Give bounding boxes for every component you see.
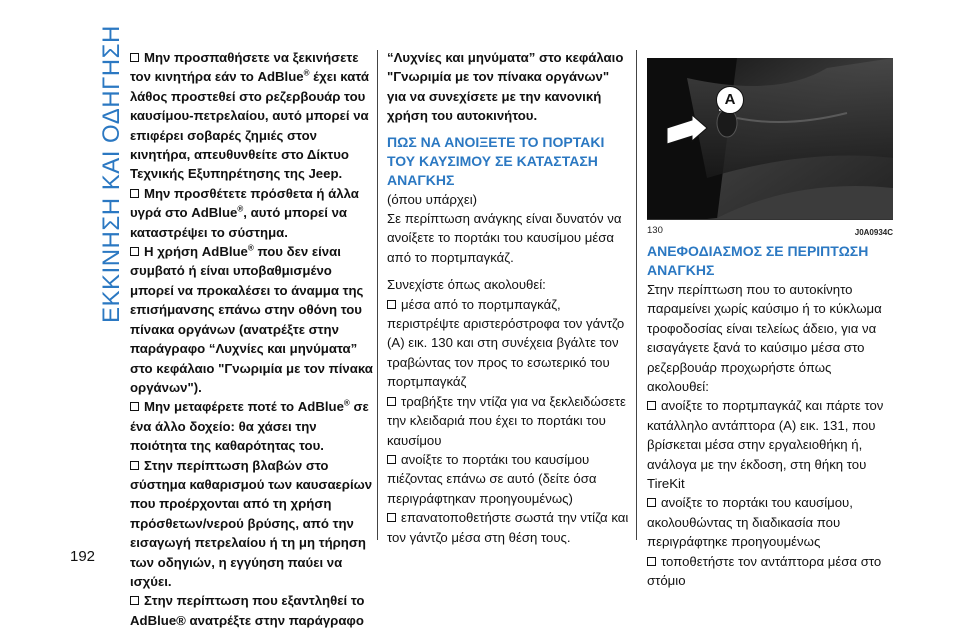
list-item xyxy=(647,396,893,493)
emergency-refuel-column xyxy=(647,58,893,591)
bullet-box-icon xyxy=(387,397,396,406)
list-item-text: ανοίξτε το πορτάκι του καυσίμου πιέζοντας επάνω σε αυτό (δείτε όσα περιγράφτηκαν προηγουμένως) xyxy=(387,451,597,506)
list-item xyxy=(387,295,631,392)
paragraph: Στην περίπτωση που το αυτοκίνητο παραμείνει χωρίς καύσιμο ή το κύκλωμα τροφοδοσίας είναι τελείως άδειο, για να εισαγάγετε ξανά το καύσιμο μέσα στο ρεζερβουάρ προχωρήστε όπως ακολουθεί: xyxy=(647,282,882,395)
warning-text-tail: έχει κατά λάθος προστεθεί στο ρεζερβουάρ του καυσίμου-πετρελαίου, αυτό μπορεί να επιφέρει σοβαρές ζημιές στον κινητήρα, απευθυνθείτε στο Δίκτυο Τεχνικής Εξυπηρέτησης της Jeep. xyxy=(130,69,369,182)
bullet-box-icon xyxy=(647,401,656,410)
warning-text-tail: σε ένα άλλο δοχείο: θα χάσει την ποιότητα της καθαρότητας του. xyxy=(130,399,369,454)
warning-item xyxy=(130,397,373,455)
warning-checkbox-icon xyxy=(130,596,139,605)
list-item-text: ανοίξτε το πορτμπαγκάζ και πάρτε τον κατάλληλο αντάπτορα (A) εικ. 131, που βρίσκεται μέσα στην εργαλειοθήκη ή, ανάλογα με την έκδοση, στη θήκη του TireKit xyxy=(647,398,884,492)
column-divider xyxy=(377,50,378,540)
list-item-text: επανατοποθετήστε σωστά την ντίζα και τον γάντζο μέσα στη θέση τους. xyxy=(387,510,629,545)
registered-mark: ® xyxy=(343,398,350,408)
warning-item xyxy=(130,48,373,184)
warning-text: Η χρήση AdBlue xyxy=(144,244,248,260)
bullet-box-icon xyxy=(647,557,656,566)
warning-text: Στην περίπτωση βλαβών στο σύστημα καθαρισμού των καυσαερίων που προέρχονται από τη χρήση πρόσθετων/νερού βρύσης, από την εισαγωγή πετρελαίου ή τη μη τήρηση των οδηγιών, η εγγύηση παύει να ισχύει. xyxy=(130,457,373,589)
warning-item xyxy=(130,242,373,397)
section-subheading: (όπου υπάρχει) xyxy=(387,191,478,207)
warning-text-tail: που δεν είναι συμβατό ή είναι υποβαθμισμένο μπορεί να προκαλέσει το άναμμα της επισήμανσης επάνω στην οθόνη του πίνακα οργάνων (ανατρέξτε στην παράγραφο “Λυχνίες και μηνύματα” στο κεφάλαιο "Γνωριμία με τον πίνακα οργάνων"). xyxy=(130,244,373,395)
figure-callout-label: A xyxy=(716,86,744,114)
registered-mark: ® xyxy=(247,243,254,253)
fuel-flap-column xyxy=(387,48,631,547)
figure-code: J0A0934C xyxy=(854,228,893,237)
continued-warning-text: “Λυχνίες και μηνύματα” στο κεφάλαιο "Γνωριμία με τον πίνακα οργάνων" για να συνεχίσετε με την κανονική χρήση του αυτοκινήτου. xyxy=(387,50,624,124)
warning-text: Μην προσθέτετε πρόσθετα ή άλλα υγρά στο AdBlue xyxy=(130,185,359,221)
registered-mark: ® xyxy=(237,204,244,214)
list-item-text: ανοίξτε το πορτάκι του καυσίμου, ακολουθώντας τη διαδικασία που περιγράφτηκε προηγουμένως xyxy=(647,495,853,550)
bullet-box-icon xyxy=(647,498,656,507)
warning-column xyxy=(130,48,373,630)
warning-text: Στην περίπτωση που εξαντληθεί το AdBlue® ανατρέξτε στην παράγραφο xyxy=(130,593,365,628)
warning-checkbox-icon xyxy=(130,461,139,470)
warning-checkbox-icon xyxy=(130,402,139,411)
figure-caption xyxy=(647,221,893,235)
bullet-box-icon xyxy=(387,300,396,309)
warning-text: Μην μεταφέρετε ποτέ το AdBlue xyxy=(144,399,344,415)
column-divider xyxy=(636,50,637,540)
paragraph: Συνεχίστε όπως ακολουθεί: xyxy=(387,277,546,293)
bullet-box-icon xyxy=(387,455,396,464)
figure-number: 130 xyxy=(647,225,663,236)
warning-checkbox-icon xyxy=(130,189,139,198)
side-section-title xyxy=(58,25,125,326)
warning-text: Μην προσπαθήσετε να ξεκινήσετε τον κινητήρα εάν το AdBlue xyxy=(130,50,359,85)
list-item xyxy=(647,493,893,551)
registered-mark: ® xyxy=(303,69,310,79)
section-heading: ΑΝΕΦΟΔΙΑΣΜΟΣ ΣΕ ΠΕΡΙΠΤΩΣΗ ΑΝΑΓΚΗΣ xyxy=(647,243,869,278)
warning-text-tail: , αυτό μπορεί να καταστρέψει το σύστημα. xyxy=(130,205,348,240)
list-item xyxy=(387,508,631,547)
warning-item xyxy=(130,591,373,630)
list-item xyxy=(647,552,893,591)
warning-item xyxy=(130,184,373,242)
list-item-text: τοποθετήστε τον αντάπτορα μέσα στο στόμιο xyxy=(647,553,882,589)
bullet-box-icon xyxy=(387,513,396,522)
list-item xyxy=(387,392,631,450)
paragraph: Σε περίπτωση ανάγκης είναι δυνατόν να ανοίξετε το πορτάκι του καυσίμου μέσα από το πορτμπαγκάζ. xyxy=(387,211,622,265)
list-item-text: τραβήξτε την ντίζα για να ξεκλειδώσετε την κλειδαριά που έχει το πορτάκι του καυσίμου xyxy=(387,393,626,448)
figure-130-photo xyxy=(647,58,893,220)
warning-item xyxy=(130,456,373,592)
trunk-photo-illustration xyxy=(647,58,893,219)
list-item-text: μέσα από το πορτμπαγκάζ, περιστρέψτε αριστερόστροφα τον γάντζο (A) εικ. 130 και στη συνέχεια βγάλτε τον τραβώντας τον προς το εσωτερικό του πορτμπαγκάζ xyxy=(387,296,625,390)
section-heading: ΠΩΣ ΝΑ ΑΝΟΙΞΕΤΕ ΤΟ ΠΟΡΤΑΚΙ ΤΟΥ ΚΑΥΣΙΜΟΥ ΣΕ ΚΑΤΑΣΤΑΣΗ ΑΝΑΓΚΗΣ xyxy=(387,133,605,188)
page-number: 192 xyxy=(70,548,96,565)
side-section-title-text: ΕΚΚΙΝΗΣΗ ΚΑΙ ΟΔΗΓΗΣΗ xyxy=(98,25,125,323)
warning-checkbox-icon xyxy=(130,53,139,62)
list-item xyxy=(387,450,631,508)
warning-checkbox-icon xyxy=(130,247,139,256)
